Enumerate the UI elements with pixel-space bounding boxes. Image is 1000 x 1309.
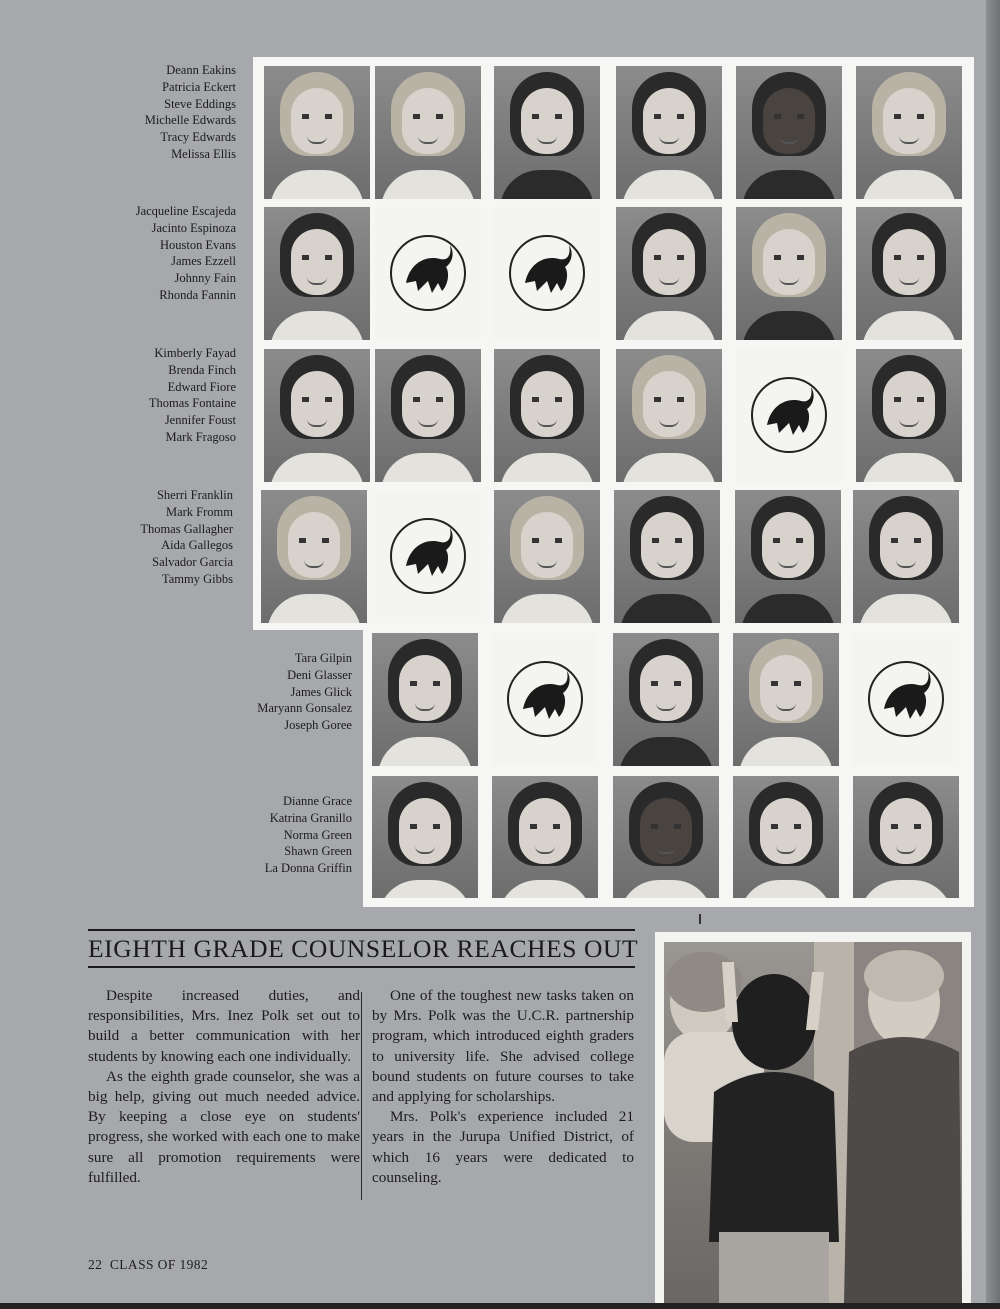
student-name: Patricia Eckert — [162, 79, 236, 94]
student-portrait — [616, 66, 722, 199]
student-portrait — [264, 349, 370, 482]
student-name: Mark Fromm — [165, 504, 233, 519]
student-name: Tracy Edwards — [160, 130, 236, 145]
student-portrait — [733, 776, 839, 898]
student-portrait — [494, 66, 600, 199]
student-portrait — [264, 207, 370, 340]
student-name: Edward Fiore — [167, 379, 236, 394]
student-portrait — [733, 633, 839, 766]
article-paragraph: Mrs. Polk's experience included 21 years in the Jurupa Unified District, of which 16 years were dedicated to counseling. — [372, 1108, 634, 1186]
student-name: Dianne Grace — [282, 794, 352, 808]
student-portrait — [736, 66, 842, 199]
student-name: Aida Gallegos — [161, 538, 233, 553]
article-column-1 — [88, 986, 360, 1188]
article-paragraph: Despite increased duties, and responsibilities, Mrs. Inez Polk set out to build a better communication with her students by knowing each one individually. — [88, 987, 360, 1065]
student-portrait — [614, 490, 720, 623]
footer-section-title: CLASS OF 1982 — [109, 1257, 209, 1272]
student-portrait — [261, 490, 367, 623]
student-name: Katrina Granillo — [269, 810, 352, 825]
student-portrait — [372, 633, 478, 766]
student-portrait — [264, 66, 370, 199]
panther-mascot-icon — [375, 207, 481, 340]
student-name: Mark Fragoso — [165, 429, 236, 444]
student-portrait — [616, 207, 722, 340]
article-headline: EIGHTH GRADE COUNSELOR REACHES OUT — [88, 934, 639, 963]
student-name: James Glick — [290, 684, 352, 699]
student-portrait — [375, 66, 481, 199]
print-speck — [699, 914, 701, 924]
counselor-photo-scene — [664, 942, 962, 1303]
student-portrait — [856, 207, 962, 340]
name-list-row-5 — [257, 650, 352, 734]
student-portrait — [856, 349, 962, 482]
student-name: Jacqueline Escajeda — [135, 204, 236, 218]
student-name: Steve Eddings — [164, 96, 236, 111]
student-portrait — [856, 66, 962, 199]
headline-rule-bottom — [88, 966, 635, 968]
student-portrait — [736, 207, 842, 340]
student-portrait — [613, 776, 719, 898]
student-name: Thomas Gallagher — [140, 521, 233, 536]
page-bottom-edge — [0, 1303, 1000, 1309]
student-portrait — [375, 349, 481, 482]
student-portrait — [735, 490, 841, 623]
student-name: Thomas Fontaine — [148, 396, 236, 411]
student-name: Norma Green — [283, 827, 352, 842]
column-divider — [361, 992, 362, 1200]
headline-rule-top — [88, 929, 635, 931]
panther-mascot-icon — [494, 207, 600, 340]
name-list-row-1 — [145, 62, 236, 163]
page-binding-edge — [986, 0, 1000, 1309]
student-name: Houston Evans — [159, 237, 236, 252]
student-name: Maryann Gonsalez — [257, 701, 352, 716]
panther-mascot-icon — [375, 490, 481, 623]
name-list-row-4 — [140, 487, 233, 588]
student-name: Jacinto Espinoza — [151, 220, 236, 235]
student-portrait — [853, 776, 959, 898]
article-paragraph: As the eighth grade counselor, she was a big help, giving out much needed advice. By keeping a close eye on students' progress, she worked with each one to make sure all promotion requirements were fulfilled. — [88, 1067, 360, 1186]
student-name: Tammy Gibbs — [162, 571, 233, 586]
name-list-row-3 — [149, 345, 236, 446]
panther-mascot-icon — [492, 633, 598, 766]
counselor-photo — [655, 932, 971, 1303]
panther-mascot-icon — [736, 349, 842, 482]
student-name: Salvador Garcia — [152, 555, 233, 570]
student-name: Deann Eakins — [166, 63, 236, 77]
student-name: Rhonda Fannin — [159, 287, 236, 302]
student-portrait — [616, 349, 722, 482]
student-name: Deni Glasser — [287, 667, 352, 682]
student-name: Shawn Green — [284, 844, 352, 859]
name-list-row-2 — [136, 203, 236, 304]
student-name: Melissa Ellis — [171, 146, 236, 161]
student-name: Jennifer Foust — [164, 413, 236, 428]
student-name: James Ezzell — [171, 254, 236, 269]
student-portrait — [492, 776, 598, 898]
student-name: Joseph Goree — [284, 718, 352, 733]
article-paragraph: One of the toughest new tasks taken on by Mrs. Polk was the U.C.R. partnership program, which introduced eighth graders to university life. She advised college bound students on future courses to take and applying for scholarships. — [372, 987, 634, 1106]
name-list-row-6 — [265, 793, 352, 877]
student-portrait — [613, 633, 719, 766]
student-name: La Donna Griffin — [264, 861, 352, 876]
student-name: Johnny Fain — [174, 271, 236, 286]
page-footer — [88, 1257, 208, 1273]
page-number: 22 — [88, 1257, 103, 1272]
student-name: Tara Gilpin — [294, 651, 352, 665]
article-column-2 — [372, 986, 634, 1188]
panther-mascot-icon — [853, 633, 959, 766]
student-name: Brenda Finch — [168, 362, 236, 377]
student-name: Kimberly Fayad — [154, 346, 236, 360]
student-portrait — [494, 490, 600, 623]
student-name: Sherri Franklin — [156, 488, 233, 502]
student-portrait — [494, 349, 600, 482]
student-name: Michelle Edwards — [144, 113, 236, 128]
student-portrait — [853, 490, 959, 623]
student-portrait — [372, 776, 478, 898]
